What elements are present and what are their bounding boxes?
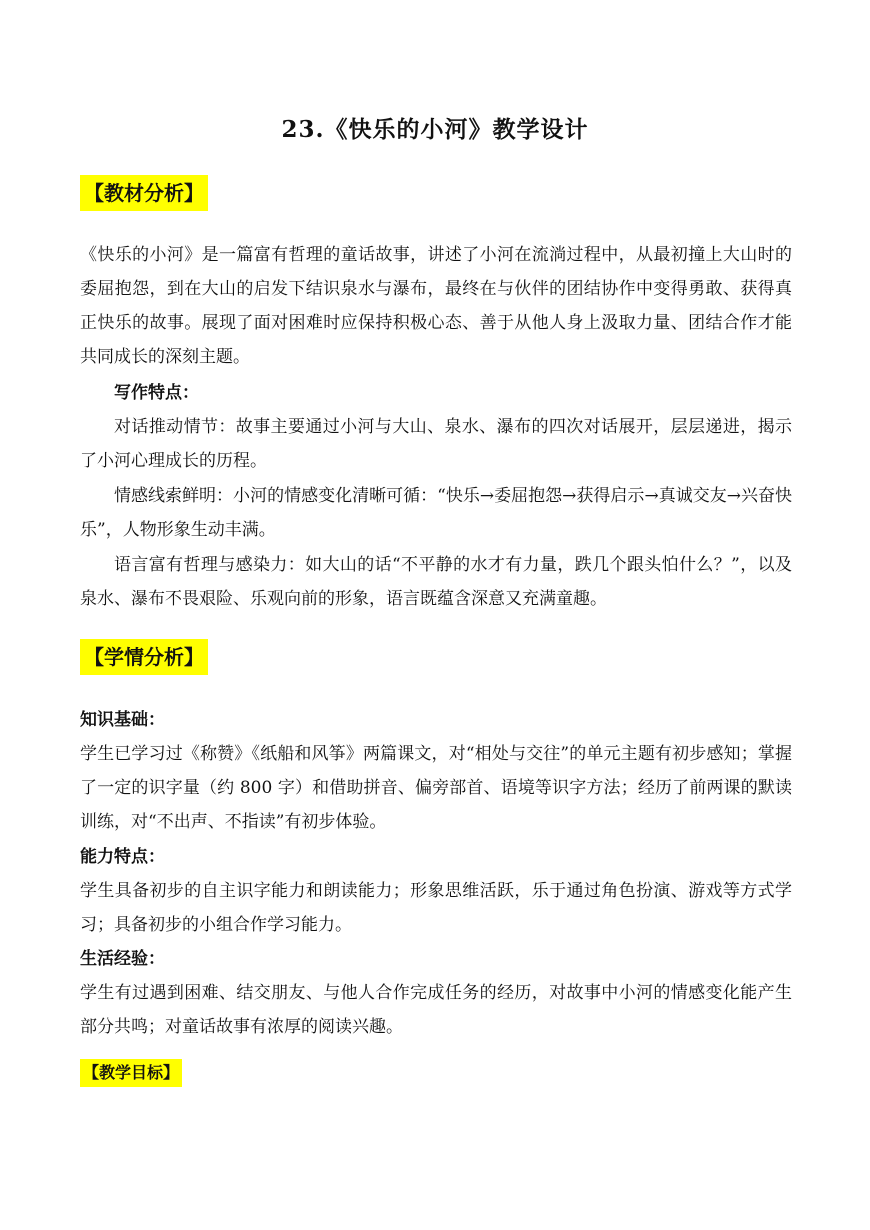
life-experience-paragraph: 学生有过遇到困难、结交朋友、与他人合作完成任务的经历，对故事中小河的情感变化能产生部分共鸣；对童话故事有浓厚的阅读兴趣。 <box>80 983 792 1037</box>
document-title: 23.《快乐的小河》教学设计 <box>281 116 589 143</box>
life-experience-label: 生活经验： <box>80 949 165 969</box>
ability-label: 能力特点： <box>80 847 165 867</box>
knowledge-base-paragraph: 学生已学习过《称赞》《纸船和风筝》两篇课文，对“相处与交往”的单元主题有初步感知；掌握了一定的识字量（约 800 字）和借助拼音、偏旁部首、语境等识字方法；经历了前两课的默读训练，对“不出声、不指读”有初步体验。 <box>80 744 792 832</box>
knowledge-base-label: 知识基础： <box>80 710 165 730</box>
section-heading-teaching-goals: 【教学目标】 <box>80 1059 182 1087</box>
section-heading-learner-analysis: 【学情分析】 <box>80 639 208 675</box>
material-intro-paragraph: 《快乐的小河》是一篇富有哲理的童话故事，讲述了小河在流淌过程中，从最初撞上大山时的委屈抱怨，到在大山的启发下结识泉水与瀑布，最终在与伙伴的团结协作中变得勇敢、获得真正快乐的故事。展现了面对困难时应保持积极心态、善于从他人身上汲取力量、团结合作才能共同成长的深刻主题。 <box>80 245 792 367</box>
feature-emotion-paragraph: 情感线索鲜明：小河的情感变化清晰可循：“快乐→委屈抱怨→获得启示→真诚交友→兴奋快乐”，人物形象生动丰满。 <box>80 486 792 540</box>
feature-language-paragraph: 语言富有哲理与感染力：如大山的话“不平静的水才有力量，跌几个跟头怕什么？”，以及泉水、瀑布不畏艰险、乐观向前的形象，语言既蕴含深意又充满童趣。 <box>80 555 792 609</box>
feature-dialogue-paragraph: 对话推动情节：故事主要通过小河与大山、泉水、瀑布的四次对话展开，层层递进，揭示了小河心理成长的历程。 <box>80 417 792 471</box>
writing-features-label: 写作特点： <box>114 383 199 403</box>
section-heading-material-analysis: 【教材分析】 <box>80 175 208 211</box>
ability-paragraph: 学生具备初步的自主识字能力和朗读能力；形象思维活跃，乐于通过角色扮演、游戏等方式学习；具备初步的小组合作学习能力。 <box>80 881 792 935</box>
